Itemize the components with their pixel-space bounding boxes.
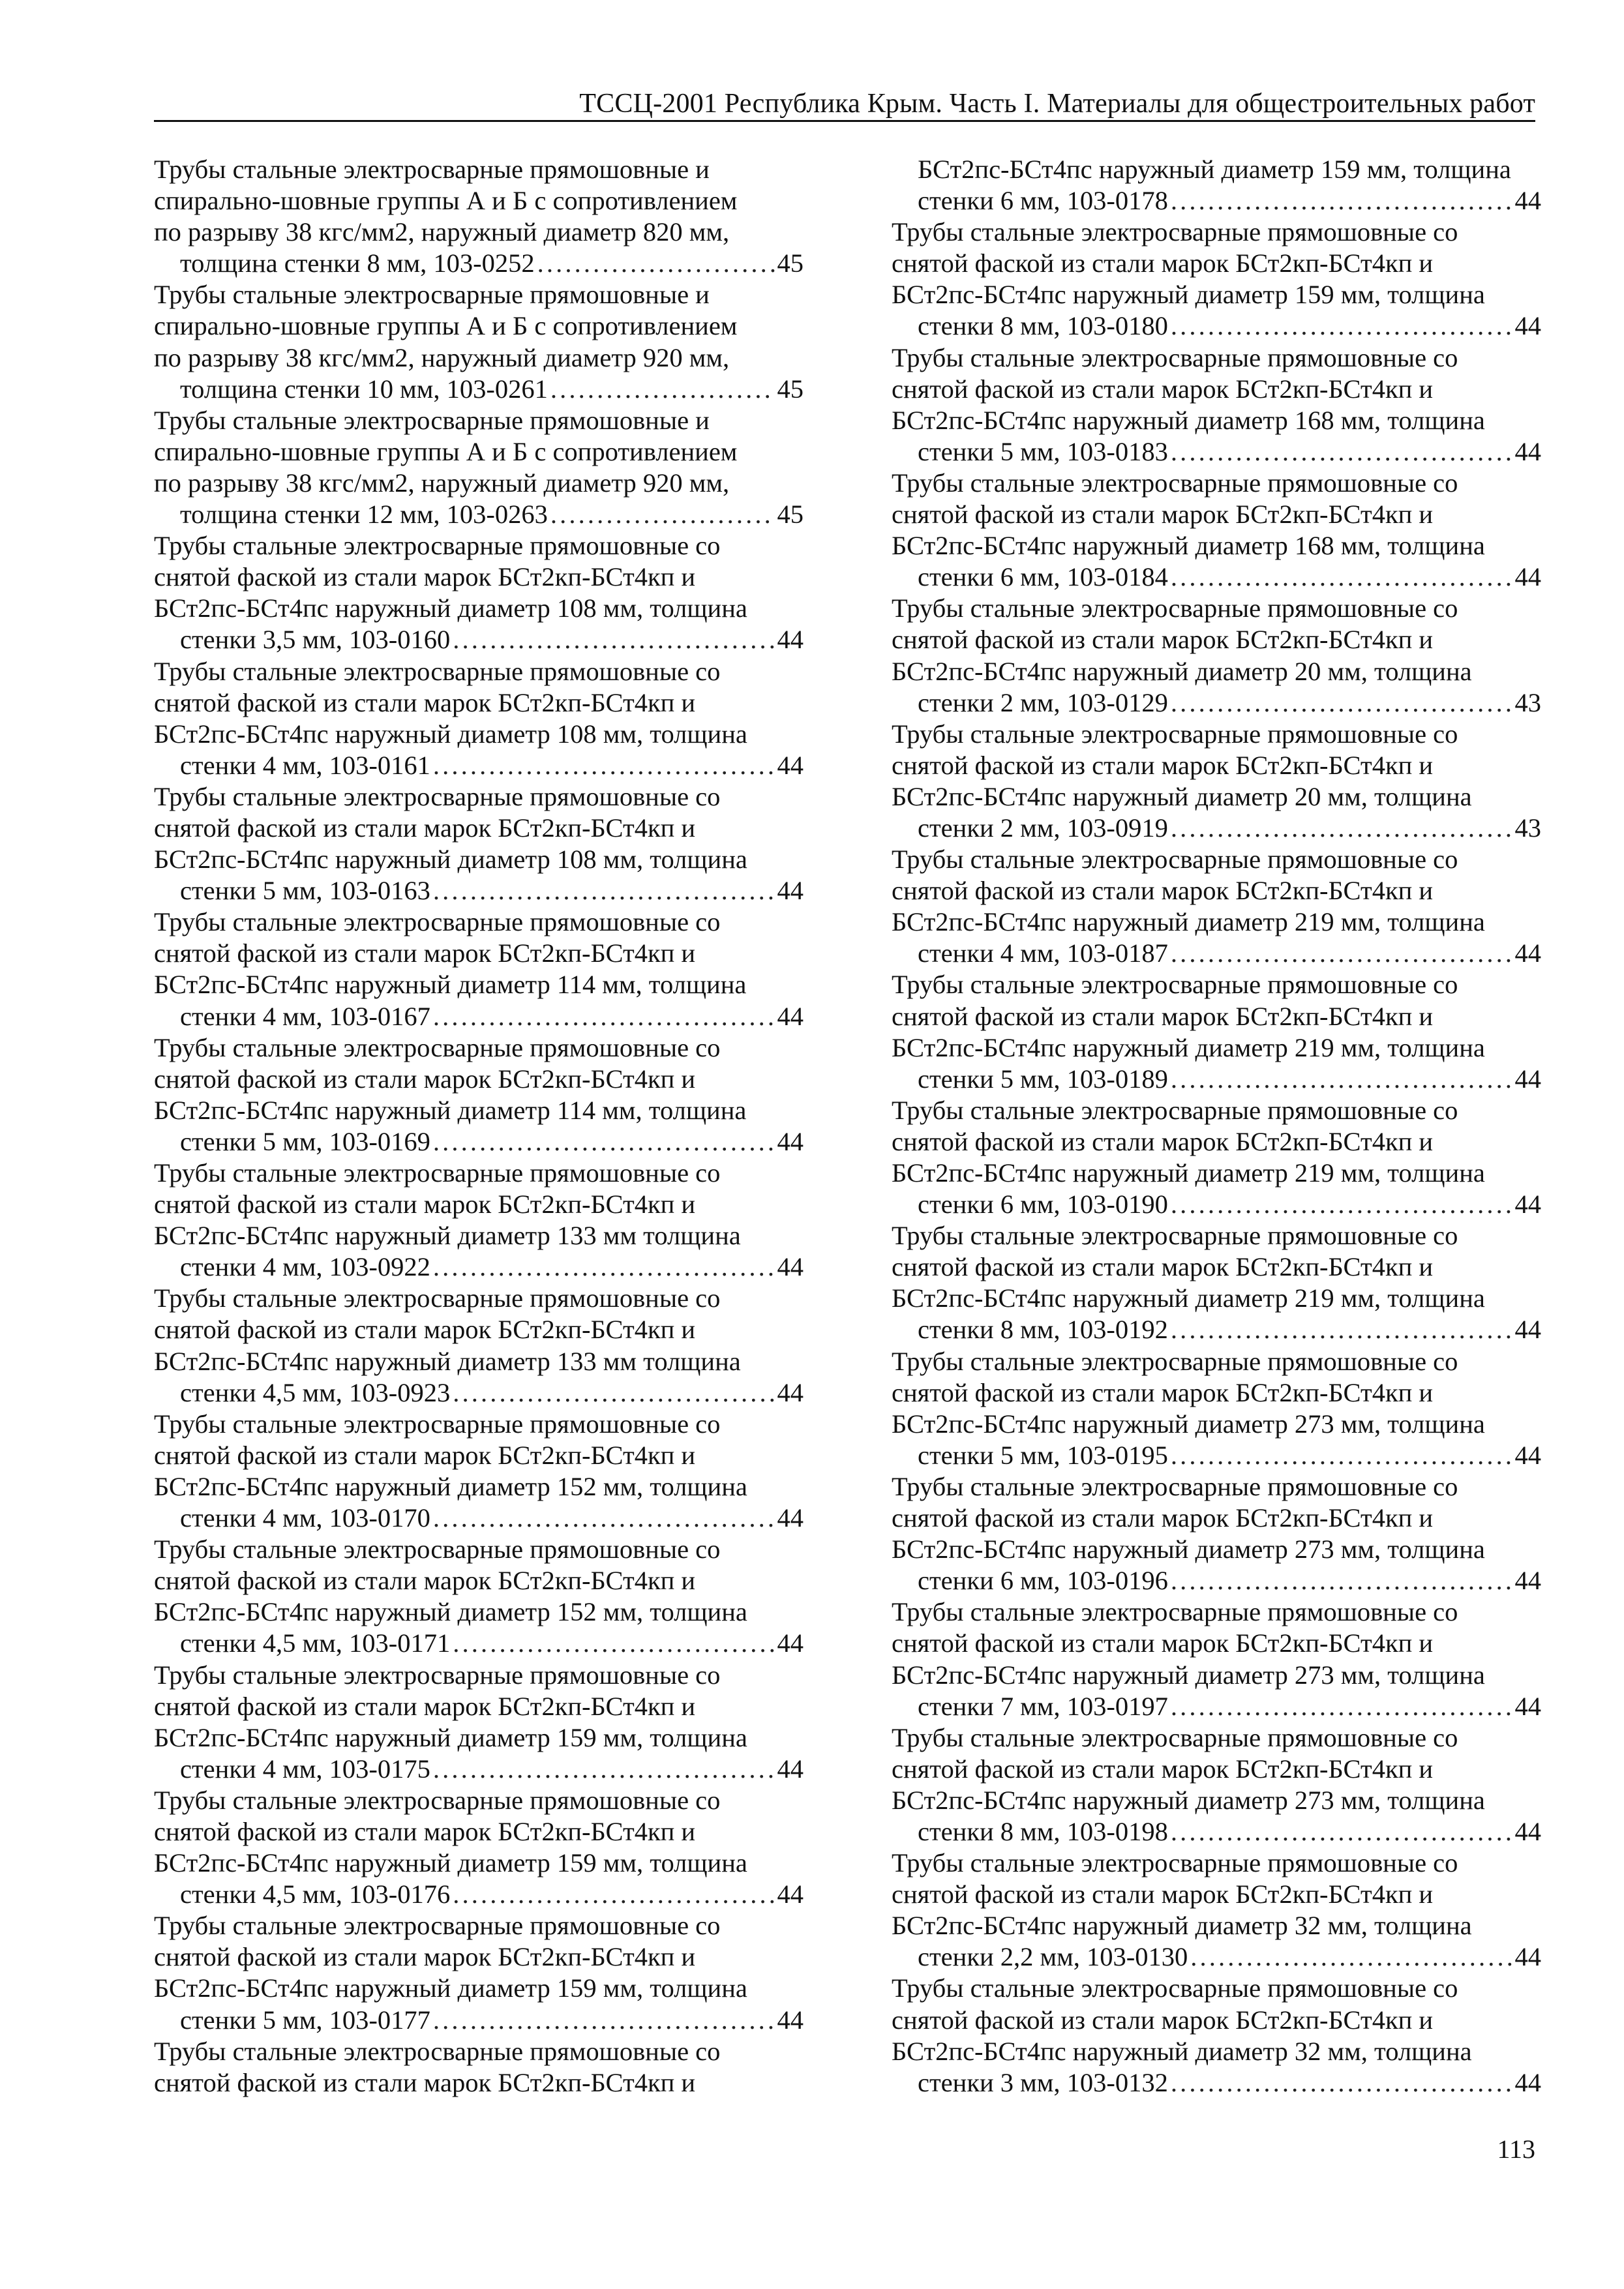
entry-text: стенки 5 мм, 103-0163 xyxy=(180,876,430,906)
entry-page-number: 44 xyxy=(777,1377,804,1407)
index-entry xyxy=(892,1722,1541,1848)
dot-leader xyxy=(433,1503,775,1534)
index-entry xyxy=(154,1032,804,1158)
index-entry xyxy=(892,1471,1541,1596)
entry-line: снятой фаской из стали марок БСт2кп-БСт4кп и xyxy=(154,813,696,843)
entry-text: стенки 4 мм, 103-0187 xyxy=(918,938,1168,968)
entry-line: БСт2пс-БСт4пс наружный диаметр 168 мм, толщина xyxy=(892,405,1485,435)
index-entry xyxy=(154,906,804,1032)
entry-page-number: 45 xyxy=(777,374,804,404)
entry-line: Трубы стальные электросварные прямошовные со xyxy=(154,2036,721,2066)
index-entry xyxy=(892,342,1541,468)
entry-text: стенки 3 мм, 103-0132 xyxy=(918,2067,1168,2097)
entry-last-line xyxy=(180,875,804,906)
entry-last-line xyxy=(918,1064,1541,1095)
entry-text: стенки 4,5 мм, 103-0176 xyxy=(180,1879,451,1909)
entry-text: стенки 5 мм, 103-0195 xyxy=(918,1440,1168,1470)
entry-line: БСт2пс-БСт4пс наружный диаметр 152 мм, толщина xyxy=(154,1597,747,1627)
entry-last-line xyxy=(918,561,1541,593)
entry-line: снятой фаской из стали марок БСт2кп-БСт4кп и xyxy=(892,1001,1434,1031)
entry-last-line xyxy=(918,813,1541,844)
entry-text: толщина стенки 12 мм, 103-0263 xyxy=(180,500,548,530)
entry-line: снятой фаской из стали марок БСт2кп-БСт4кп и xyxy=(892,1754,1434,1784)
entry-text: стенки 4,5 мм, 103-0923 xyxy=(180,1377,451,1407)
entry-text: стенки 7 мм, 103-0197 xyxy=(918,1691,1168,1721)
entry-line: Трубы стальные электросварные прямошовные со xyxy=(892,1848,1458,1878)
index-entry xyxy=(892,969,1541,1094)
page-header: ТССЦ-2001 Республика Крым. Часть I. Материалы для общестроительных работ xyxy=(579,89,1535,119)
index-entry xyxy=(892,468,1541,593)
entry-line: БСт2пс-БСт4пс наружный диаметр 133 мм толщина xyxy=(154,1346,741,1376)
entry-line: Трубы стальные электросварные прямошовные и xyxy=(154,405,710,435)
entry-page-number: 44 xyxy=(777,876,804,906)
index-entry xyxy=(154,656,804,781)
entry-last-line xyxy=(180,750,804,781)
entry-line: БСт2пс-БСт4пс наружный диаметр 159 мм, толщина xyxy=(918,155,1511,184)
entry-page-number: 44 xyxy=(1514,2067,1541,2097)
entry-line: Трубы стальные электросварные прямошовные со xyxy=(892,1973,1458,2003)
dot-leader xyxy=(550,499,775,530)
entry-text: стенки 4 мм, 103-0175 xyxy=(180,1754,430,1784)
entry-page-number: 44 xyxy=(777,1628,804,1658)
index-entry xyxy=(154,1910,804,2035)
entry-text: стенки 2 мм, 103-0129 xyxy=(918,687,1168,717)
entry-line: Трубы стальные электросварные прямошовные со xyxy=(892,342,1458,372)
entry-text: стенки 6 мм, 103-0196 xyxy=(918,1566,1168,1596)
entry-page-number: 44 xyxy=(777,1754,804,1784)
entry-line: Трубы стальные электросварные прямошовные со xyxy=(154,1785,721,1815)
entry-line: спирально-шовные группы А и Б с сопротивлением xyxy=(154,436,738,466)
entry-line: по разрыву 38 кгс/мм2, наружный диаметр 920 мм, xyxy=(154,342,730,372)
entry-text: стенки 5 мм, 103-0169 xyxy=(180,1126,430,1156)
dot-leader xyxy=(1171,1691,1512,1722)
index-entry xyxy=(892,1973,1541,2098)
entry-page-number: 44 xyxy=(777,1001,804,1031)
entry-last-line xyxy=(180,499,804,530)
index-entry xyxy=(892,1848,1541,1973)
index-entry xyxy=(154,1283,804,1408)
entry-page-number: 44 xyxy=(777,1126,804,1156)
entry-last-line xyxy=(180,1001,804,1032)
entry-line: Трубы стальные электросварные прямошовные со xyxy=(154,907,721,937)
dot-leader xyxy=(1171,1064,1512,1095)
entry-page-number: 43 xyxy=(1514,813,1541,843)
index-entry xyxy=(892,154,1541,217)
index-entry xyxy=(154,530,804,655)
entry-text: стенки 5 мм, 103-0189 xyxy=(918,1064,1168,1094)
dot-leader xyxy=(453,1377,774,1409)
dot-leader xyxy=(537,248,775,279)
entry-line: БСт2пс-БСт4пс наружный диаметр 273 мм, толщина xyxy=(892,1534,1485,1564)
entry-line: БСт2пс-БСт4пс наружный диаметр 219 мм, толщина xyxy=(892,1032,1485,1062)
index-entry xyxy=(154,1785,804,1910)
entry-page-number: 44 xyxy=(1514,1064,1541,1094)
entry-line: БСт2пс-БСт4пс наружный диаметр 219 мм, толщина xyxy=(892,1158,1485,1188)
entry-page-number: 45 xyxy=(777,500,804,530)
entry-last-line xyxy=(918,1440,1541,1471)
entry-line: Трубы стальные электросварные прямошовные и xyxy=(154,280,710,310)
index-entry xyxy=(892,719,1541,844)
entry-line: БСт2пс-БСт4пс наружный диаметр 114 мм, толщина xyxy=(154,1095,747,1125)
entry-last-line xyxy=(918,1314,1541,1345)
dot-leader xyxy=(1171,938,1512,969)
dot-leader xyxy=(453,1879,774,1910)
index-entry xyxy=(154,1534,804,1659)
entry-text: стенки 8 мм, 103-0192 xyxy=(918,1315,1168,1345)
entry-text: стенки 4 мм, 103-0167 xyxy=(180,1001,430,1031)
entry-last-line xyxy=(180,1879,804,1910)
dot-leader xyxy=(1171,1816,1512,1848)
entry-text: стенки 2,2 мм, 103-0130 xyxy=(918,1942,1188,1972)
entry-text: стенки 4,5 мм, 103-0171 xyxy=(180,1628,451,1658)
entry-page-number: 44 xyxy=(1514,1566,1541,1596)
entry-last-line xyxy=(918,436,1541,468)
entry-line: Трубы стальные электросварные прямошовные со xyxy=(892,1471,1458,1501)
entry-line: БСт2пс-БСт4пс наружный диаметр 32 мм, толщина xyxy=(892,2036,1472,2066)
entry-line: Трубы стальные электросварные прямошовные со xyxy=(892,1221,1458,1251)
dot-leader xyxy=(1171,561,1512,593)
entry-line: Трубы стальные электросварные прямошовные со xyxy=(892,217,1458,247)
entry-line: Трубы стальные электросварные прямошовные со xyxy=(154,1660,721,1690)
entry-page-number: 44 xyxy=(1514,1942,1541,1972)
entry-page-number: 44 xyxy=(777,1503,804,1533)
entry-line: Трубы стальные электросварные прямошовные со xyxy=(892,719,1458,749)
index-entry xyxy=(892,1596,1541,1722)
entry-last-line xyxy=(180,1503,804,1534)
entry-line: снятой фаской из стали марок БСт2кп-БСт4кп и xyxy=(892,625,1434,655)
entry-line: снятой фаской из стали марок БСт2кп-БСт4кп и xyxy=(892,2005,1434,2035)
entry-text: стенки 6 мм, 103-0178 xyxy=(918,186,1168,216)
entry-line: Трубы стальные электросварные прямошовные со xyxy=(892,1597,1458,1627)
header-rule xyxy=(154,120,1535,122)
entry-page-number: 44 xyxy=(1514,311,1541,341)
entry-line: Трубы стальные электросварные прямошовные со xyxy=(892,593,1458,623)
page-number: 113 xyxy=(1497,2134,1535,2164)
entry-last-line xyxy=(180,1126,804,1158)
entry-line: снятой фаской из стали марок БСт2кп-БСт4кп и xyxy=(892,1126,1434,1156)
dot-leader xyxy=(550,374,775,405)
entry-line: снятой фаской из стали марок БСт2кп-БСт4кп и xyxy=(892,248,1434,278)
entry-text: стенки 8 мм, 103-0198 xyxy=(918,1816,1168,1846)
index-entry xyxy=(154,1158,804,1283)
dot-leader xyxy=(1171,1565,1512,1596)
entry-line: снятой фаской из стали марок БСт2кп-БСт4кп и xyxy=(892,876,1434,906)
entry-line: БСт2пс-БСт4пс наружный диаметр 219 мм, толщина xyxy=(892,907,1485,937)
entry-line: снятой фаской из стали марок БСт2кп-БСт4кп и xyxy=(154,1691,696,1721)
index-entry xyxy=(892,217,1541,342)
entry-last-line xyxy=(180,624,804,655)
entry-line: спирально-шовные группы А и Б с сопротивлением xyxy=(154,186,738,216)
entry-line: по разрыву 38 кгс/мм2, наружный диаметр 820 мм, xyxy=(154,217,730,247)
entry-page-number: 44 xyxy=(1514,1440,1541,1470)
entry-line: снятой фаской из стали марок БСт2кп-БСт4кп и xyxy=(154,2067,696,2097)
entry-text: толщина стенки 10 мм, 103-0261 xyxy=(180,374,548,404)
dot-leader xyxy=(1171,1314,1512,1345)
entry-line: БСт2пс-БСт4пс наружный диаметр 273 мм, толщина xyxy=(892,1409,1485,1439)
dot-leader xyxy=(453,624,774,655)
dot-leader xyxy=(433,750,775,781)
entry-line: Трубы стальные электросварные прямошовные со xyxy=(892,970,1458,1000)
entry-last-line xyxy=(918,1565,1541,1596)
entry-line: снятой фаской из стали марок БСт2кп-БСт4кп и xyxy=(892,1377,1434,1407)
entry-line: БСт2пс-БСт4пс наружный диаметр 159 мм, толщина xyxy=(154,1973,747,2003)
entry-page-number: 44 xyxy=(777,625,804,655)
index-column-left xyxy=(154,154,804,2099)
entry-page-number: 44 xyxy=(1514,436,1541,466)
entry-line: Трубы стальные электросварные прямошовные со xyxy=(154,1911,721,1941)
entry-page-number: 44 xyxy=(777,2005,804,2035)
dot-leader xyxy=(433,1754,775,1785)
entry-last-line xyxy=(918,938,1541,969)
entry-text: стенки 4 мм, 103-0161 xyxy=(180,750,430,780)
entry-line: БСт2пс-БСт4пс наружный диаметр 20 мм, толщина xyxy=(892,781,1472,811)
entry-text: стенки 6 мм, 103-0190 xyxy=(918,1189,1168,1219)
entry-line: Трубы стальные электросварные прямошовные и xyxy=(154,155,710,184)
entry-text: стенки 8 мм, 103-0180 xyxy=(918,311,1168,341)
entry-line: снятой фаской из стали марок БСт2кп-БСт4кп и xyxy=(892,1503,1434,1533)
dot-leader xyxy=(433,875,775,906)
dot-leader xyxy=(1190,1941,1512,1973)
entry-line: Трубы стальные электросварные прямошовные со xyxy=(892,1095,1458,1125)
entry-line: Трубы стальные электросварные прямошовные со xyxy=(892,1722,1458,1752)
entry-line: БСт2пс-БСт4пс наружный диаметр 108 мм, толщина xyxy=(154,593,747,623)
entry-last-line xyxy=(180,1251,804,1283)
entry-text: стенки 5 мм, 103-0183 xyxy=(918,436,1168,466)
entry-line: снятой фаской из стали марок БСт2кп-БСт4кп и xyxy=(154,938,696,968)
entry-line: Трубы стальные электросварные прямошовные со xyxy=(154,781,721,811)
index-entry xyxy=(892,844,1541,969)
entry-line: БСт2пс-БСт4пс наружный диаметр 114 мм, толщина xyxy=(154,970,747,1000)
dot-leader xyxy=(1171,1189,1512,1220)
dot-leader xyxy=(1171,185,1512,217)
index-entry xyxy=(154,154,804,279)
entry-last-line xyxy=(180,374,804,405)
dot-leader xyxy=(433,1126,775,1158)
entry-last-line xyxy=(180,1377,804,1409)
entry-page-number: 45 xyxy=(777,248,804,278)
index-entry xyxy=(892,1346,1541,1471)
entry-line: снятой фаской из стали марок БСт2кп-БСт4кп и xyxy=(154,1566,696,1596)
entry-text: стенки 2 мм, 103-0919 xyxy=(918,813,1168,843)
dot-leader xyxy=(433,1001,775,1032)
entry-text: стенки 3,5 мм, 103-0160 xyxy=(180,625,451,655)
entry-last-line xyxy=(918,687,1541,719)
entry-line: БСт2пс-БСт4пс наружный диаметр 133 мм толщина xyxy=(154,1221,741,1251)
index-entry xyxy=(154,279,804,404)
entry-line: БСт2пс-БСт4пс наружный диаметр 273 мм, толщина xyxy=(892,1660,1485,1690)
entry-line: снятой фаской из стали марок БСт2кп-БСт4кп и xyxy=(892,374,1434,404)
entry-last-line xyxy=(180,1628,804,1659)
entry-page-number: 44 xyxy=(1514,1315,1541,1345)
entry-line: Трубы стальные электросварные прямошовные со xyxy=(154,1534,721,1564)
dot-leader xyxy=(1171,436,1512,468)
entry-line: спирально-шовные группы А и Б с сопротивлением xyxy=(154,311,738,341)
entry-line: Трубы стальные электросварные прямошовные со xyxy=(154,656,721,686)
entry-line: БСт2пс-БСт4пс наружный диаметр 273 мм, толщина xyxy=(892,1785,1485,1815)
index-entry xyxy=(154,405,804,530)
entry-line: снятой фаской из стали марок БСт2кп-БСт4кп и xyxy=(154,687,696,717)
dot-leader xyxy=(1171,310,1512,342)
entry-text: стенки 5 мм, 103-0177 xyxy=(180,2005,430,2035)
entry-last-line xyxy=(918,1816,1541,1848)
dot-leader xyxy=(433,2005,775,2036)
index-entry xyxy=(154,2036,804,2099)
entry-line: БСт2пс-БСт4пс наружный диаметр 159 мм, толщина xyxy=(892,280,1485,310)
entry-text: стенки 4 мм, 103-0170 xyxy=(180,1503,430,1533)
entry-line: снятой фаской из стали марок БСт2кп-БСт4кп и xyxy=(154,1315,696,1345)
entry-line: БСт2пс-БСт4пс наружный диаметр 219 мм, толщина xyxy=(892,1283,1485,1313)
index-entry xyxy=(154,781,804,906)
entry-line: Трубы стальные электросварные прямошовные со xyxy=(154,1283,721,1313)
entry-last-line xyxy=(918,1691,1541,1722)
entry-line: БСт2пс-БСт4пс наружный диаметр 168 мм, толщина xyxy=(892,531,1485,561)
entry-line: БСт2пс-БСт4пс наружный диаметр 108 мм, толщина xyxy=(154,719,747,749)
entry-last-line xyxy=(180,2005,804,2036)
entry-line: БСт2пс-БСт4пс наружный диаметр 159 мм, толщина xyxy=(154,1722,747,1752)
entry-line: Трубы стальные электросварные прямошовные со xyxy=(892,845,1458,875)
entry-line: Трубы стальные электросварные прямошовные со xyxy=(892,468,1458,498)
entry-page-number: 44 xyxy=(777,1252,804,1282)
entry-last-line xyxy=(918,1941,1541,1973)
entry-last-line xyxy=(180,1754,804,1785)
entry-line: снятой фаской из стали марок БСт2кп-БСт4кп и xyxy=(892,1252,1434,1282)
entry-line: снятой фаской из стали марок БСт2кп-БСт4кп и xyxy=(154,562,696,592)
entry-line: снятой фаской из стали марок БСт2кп-БСт4кп и xyxy=(892,1628,1434,1658)
entry-line: снятой фаской из стали марок БСт2кп-БСт4кп и xyxy=(154,1816,696,1846)
index-entry xyxy=(892,1220,1541,1345)
entry-line: БСт2пс-БСт4пс наружный диаметр 20 мм, толщина xyxy=(892,656,1472,686)
entry-line: Трубы стальные электросварные прямошовные со xyxy=(892,1346,1458,1376)
index-entry xyxy=(892,593,1541,718)
entry-line: снятой фаской из стали марок БСт2кп-БСт4кп и xyxy=(154,1942,696,1972)
entry-text: толщина стенки 8 мм, 103-0252 xyxy=(180,248,535,278)
dot-leader xyxy=(1171,687,1512,719)
entry-page-number: 44 xyxy=(1514,562,1541,592)
entry-line: Трубы стальные электросварные прямошовные со xyxy=(154,1409,721,1439)
entry-page-number: 44 xyxy=(1514,186,1541,216)
entry-line: Трубы стальные электросварные прямошовные со xyxy=(154,1032,721,1062)
dot-leader xyxy=(453,1628,774,1659)
dot-leader xyxy=(433,1251,775,1283)
entry-page-number: 44 xyxy=(777,1879,804,1909)
entry-text: стенки 4 мм, 103-0922 xyxy=(180,1252,430,1282)
entry-page-number: 44 xyxy=(1514,1691,1541,1721)
entry-text: стенки 6 мм, 103-0184 xyxy=(918,562,1168,592)
entry-last-line xyxy=(918,1189,1541,1220)
index-entry xyxy=(892,1095,1541,1220)
index-column-right xyxy=(892,154,1541,2099)
entry-page-number: 44 xyxy=(1514,1816,1541,1846)
entry-line: снятой фаской из стали марок БСт2кп-БСт4кп и xyxy=(154,1189,696,1219)
entry-line: по разрыву 38 кгс/мм2, наружный диаметр 920 мм, xyxy=(154,468,730,498)
entry-page-number: 44 xyxy=(1514,1189,1541,1219)
entry-line: БСт2пс-БСт4пс наружный диаметр 152 мм, толщина xyxy=(154,1471,747,1501)
entry-page-number: 44 xyxy=(1514,938,1541,968)
entry-line: снятой фаской из стали марок БСт2кп-БСт4кп и xyxy=(154,1440,696,1470)
entry-last-line xyxy=(918,310,1541,342)
entry-page-number: 44 xyxy=(777,750,804,780)
entry-line: БСт2пс-БСт4пс наружный диаметр 159 мм, толщина xyxy=(154,1848,747,1878)
entry-last-line xyxy=(918,2067,1541,2099)
index-entry xyxy=(154,1660,804,1785)
dot-leader xyxy=(1171,813,1512,844)
entry-line: Трубы стальные электросварные прямошовные со xyxy=(154,531,721,561)
entry-line: БСт2пс-БСт4пс наружный диаметр 32 мм, толщина xyxy=(892,1911,1472,1941)
entry-line: снятой фаской из стали марок БСт2кп-БСт4кп и xyxy=(892,1879,1434,1909)
entry-line: БСт2пс-БСт4пс наружный диаметр 108 мм, толщина xyxy=(154,845,747,875)
entry-page-number: 43 xyxy=(1514,687,1541,717)
entry-line: снятой фаской из стали марок БСт2кп-БСт4кп и xyxy=(892,750,1434,780)
entry-last-line xyxy=(918,185,1541,217)
index-entry xyxy=(154,1409,804,1534)
entry-last-line xyxy=(180,248,804,279)
entry-line: снятой фаской из стали марок БСт2кп-БСт4кп и xyxy=(892,500,1434,530)
dot-leader xyxy=(1171,1440,1512,1471)
entry-line: снятой фаской из стали марок БСт2кп-БСт4кп и xyxy=(154,1064,696,1094)
dot-leader xyxy=(1171,2067,1512,2099)
entry-line: Трубы стальные электросварные прямошовные со xyxy=(154,1158,721,1188)
